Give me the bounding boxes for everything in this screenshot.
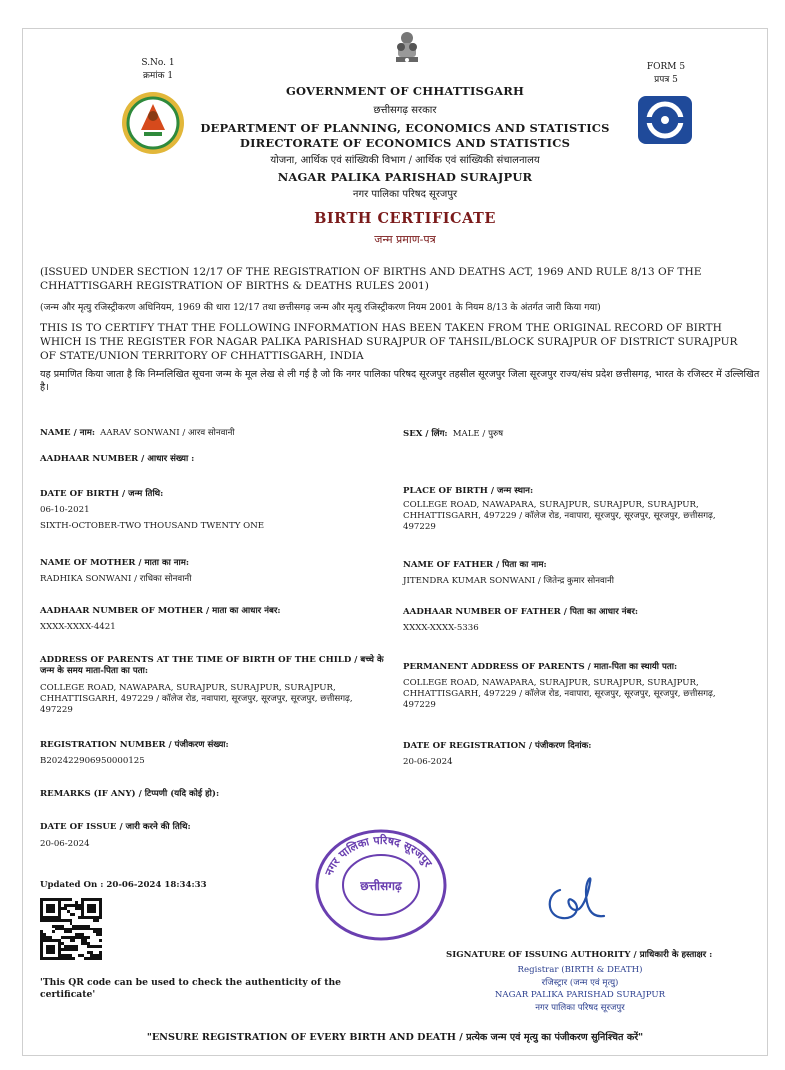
name-label: NAME / नाम:: [40, 428, 96, 438]
reg-date-value: 20-06-2024: [403, 757, 453, 767]
registrar-block: [470, 964, 690, 1014]
registrar-line-4: नगर पालिका परिषद सूरजपुर: [535, 1002, 625, 1013]
national-emblem-icon: [392, 30, 422, 68]
father-aadhaar-label: AADHAAR NUMBER OF FATHER / पिता का आधार नंबर:: [403, 607, 639, 617]
issued-under-hi: (जन्म और मृत्यु रजिस्ट्रीकरण अधिनियम, 1969 की धारा 12/17 तथा छत्तीसगढ़ जन्म और मृत्यु रजिस्ट्रीकरण नियम 2001 के नियम 8/13 के अंतर्गत जारी किया गया): [40, 302, 601, 313]
sno-en: S.No. 1: [141, 58, 175, 68]
nagar-palika-en: NAGAR PALIKA PARISHAD SURAJPUR: [277, 170, 533, 184]
mother-aadhaar-label: AADHAAR NUMBER OF MOTHER / माता का आधार नंबर:: [40, 606, 281, 616]
reg-no-value: B202422906950000125: [40, 756, 145, 766]
qr-code-icon[interactable]: [40, 898, 102, 960]
certify-hi: यह प्रमाणित किया जाता है कि निम्नलिखित सूचना जन्म के मूल लेख से ली गई है जो कि नगर पालिका परिषद सूरजपुर तहसील सूरजपुर जिला सूरजपुर राज्य/संघ प्रदेश छत्तीसगढ़, भारत के रजिस्टर में उल्लिखित है।: [40, 369, 760, 393]
reg-date-label: DATE OF REGISTRATION / पंजीकरण दिनांक:: [403, 741, 592, 751]
form-en: FORM 5: [646, 62, 686, 72]
gov-title-hi: छत्तीसगढ़ सरकार: [373, 105, 437, 116]
dob-block: [40, 487, 380, 532]
pob-label: PLACE OF BIRTH / जन्म स्थान:: [403, 486, 534, 496]
name-row: [40, 420, 380, 439]
reg-no-block: [40, 738, 380, 767]
dept-line-1: DEPARTMENT OF PLANNING, ECONOMICS AND STATISTICS: [200, 121, 610, 135]
official-seal-icon: [312, 826, 450, 944]
mother-aadhaar-value: XXXX-XXXX-4421: [40, 622, 116, 632]
dept-hi: योजना, आर्थिक एवं सांख्यिकी विभाग / आर्थिक एवं सांख्यिकी संचालनालय: [270, 155, 540, 166]
addr-perm-value: COLLEGE ROAD, NAWAPARA, SURAJPUR, SURAJPUR, SURAJPUR, CHHATTISGARH, 497229 / कॉलेज रोड, नवापारा, सूरजपुर, सूरजपुर, सूरजपुर, छत्तीसगढ़, 497229: [403, 678, 716, 710]
registrar-line-1: Registrar (BIRTH & DEATH): [517, 965, 643, 975]
issue-date-value: 20-06-2024: [40, 839, 90, 849]
mother-label: NAME OF MOTHER / माता का नाम:: [40, 558, 190, 568]
nagar-palika-hi: नगर पालिका परिषद सूरजपुर: [352, 189, 458, 200]
reg-date-block: [403, 739, 748, 768]
addr-birth-label: ADDRESS OF PARENTS AT THE TIME OF BIRTH OF THE CHILD / बच्चे के जन्म के समय माता-पिता का पता:: [40, 655, 384, 676]
aadhaar-label: AADHAAR NUMBER / आधार संख्या :: [40, 454, 195, 464]
certify-en: THIS IS TO CERTIFY THAT THE FOLLOWING INFORMATION HAS BEEN TAKEN FROM THE ORIGINAL RECORD OF BIRTH WHICH IS THE REGISTER FOR NAGAR PALIKA PARISHAD SURAJPUR OF TAHSIL/BLOCK SURAJPUR OF DISTRICT SURAJPUR OF STATE/UNION TERRITORY OF CHHATTISGARH, INDIA: [40, 322, 738, 362]
updated-on: Updated On : 20-06-2024 18:34:33: [40, 880, 207, 890]
addr-perm-label: PERMANENT ADDRESS OF PARENTS / माता-पिता का स्थायी पता:: [403, 662, 678, 672]
footer-slogan: "ENSURE REGISTRATION OF EVERY BIRTH AND DEATH / प्रत्येक जन्म एवं मृत्यु का पंजीकरण सुनिश्चित करें": [146, 1032, 644, 1043]
mother-block: [40, 556, 380, 585]
certificate-title-hi: जन्म प्रमाण-पत्र: [374, 233, 436, 246]
dept-line-2: DIRECTORATE OF ECONOMICS AND STATISTICS: [239, 136, 571, 150]
dob-words: SIXTH-OCTOBER-TWO THOUSAND TWENTY ONE: [40, 521, 265, 531]
addr-birth-value: COLLEGE ROAD, NAWAPARA, SURAJPUR, SURAJPUR, SURAJPUR, CHHATTISGARH, 497229 / कॉलेज रोड, नवापारा, सूरजपुर, सूरजपुर, सूरजपुर, छत्तीसगढ़, 497229: [40, 683, 353, 715]
father-aadhaar-block: [403, 605, 748, 634]
reg-no-label: REGISTRATION NUMBER / पंजीकरण संख्या:: [40, 740, 229, 750]
seal-text: नगर पालिका परिषद सूरजपुर: [322, 833, 435, 878]
dob-value: 06-10-2021: [40, 505, 90, 515]
mother-value: RADHIKA SONWANI / राधिका सोनवानी: [40, 574, 192, 584]
sex-label: SEX / लिंग:: [403, 429, 448, 439]
form-hi: प्रपत्र 5: [654, 75, 678, 85]
name-value: AARAV SONWANI / आरव सोनवानी: [100, 428, 235, 438]
seal-center-text: छत्तीसगढ़: [360, 879, 402, 893]
sex-value: MALE / पुरुष: [452, 429, 504, 439]
registrar-line-3: NAGAR PALIKA PARISHAD SURAJPUR: [494, 990, 666, 1000]
mother-aadhaar-block: [40, 604, 380, 633]
sno-hi: क्रमांक 1: [142, 71, 174, 81]
father-aadhaar-value: XXXX-XXXX-5336: [403, 623, 479, 633]
remarks-label: REMARKS (IF ANY) / टिप्पणी (यदि कोई हो):: [40, 789, 220, 799]
father-block: [403, 558, 748, 587]
issue-date-label: DATE OF ISSUE / जारी करने की तिथि:: [40, 822, 191, 832]
pob-value: COLLEGE ROAD, NAWAPARA, SURAJPUR, SURAJPUR, SURAJPUR, CHHATTISGARH, 497229 / कॉलेज रोड, नवापारा, सूरजपुर, सूरजपुर, सूरजपुर, छत्तीसगढ़, 497229: [403, 500, 716, 532]
addr-birth-block: [40, 655, 385, 716]
father-label: NAME OF FATHER / पिता का नाम:: [403, 560, 547, 570]
signature-label: SIGNATURE OF ISSUING AUTHORITY / प्राधिकारी के हस्ताक्षर :: [446, 950, 713, 960]
dob-label: DATE OF BIRTH / जन्म तिथि:: [40, 489, 164, 499]
signature-icon: [542, 870, 610, 926]
sex-row: [403, 421, 743, 440]
addr-perm-block: [403, 660, 748, 711]
certificate-title: BIRTH CERTIFICATE: [314, 210, 496, 227]
qr-note: 'This QR code can be used to check the authenticity of the certificate': [40, 977, 341, 1000]
registrar-line-2: रजिस्ट्रार (जन्म एवं मृत्यु): [541, 977, 619, 988]
pob-block: [403, 484, 748, 533]
gov-title-en: GOVERNMENT OF CHHATTISGARH: [285, 84, 525, 98]
father-value: JITENDRA KUMAR SONWANI / जितेन्द्र कुमार सोनवानी: [403, 576, 615, 586]
issued-under-en: (ISSUED UNDER SECTION 12/17 OF THE REGISTRATION OF BIRTHS AND DEATHS ACT, 1969 AND RULE 8/13 OF THE CHHATTISGARH REGISTRATION OF BIRTHS & DEATHS RULES 2001): [40, 266, 702, 292]
